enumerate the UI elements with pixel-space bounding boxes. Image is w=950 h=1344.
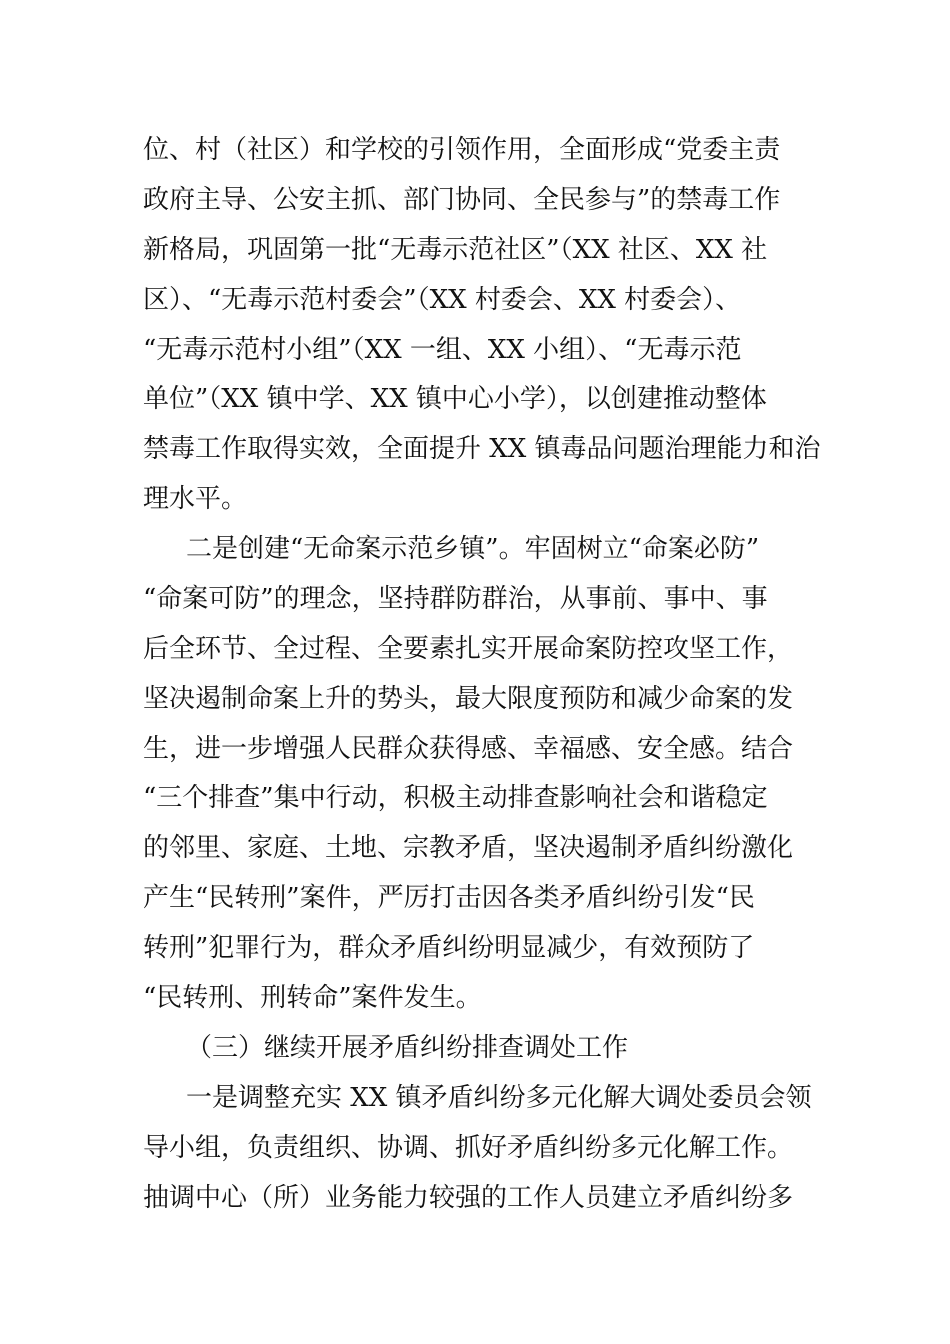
paragraph-line: 禁毒工作取得实效，全面提升 XX 镇毒品问题治理能力和治	[143, 434, 821, 464]
paragraph-line: 新格局，巩固第一批“无毒示范社区”（XX 社区、XX 社	[143, 235, 768, 265]
paragraph-line: 单位”（XX 镇中学、XX 镇中心小学），以创建推动整体	[143, 384, 767, 414]
paragraph-first-line: 一是调整充实 XX 镇矛盾纠纷多元化解大调处委员会领	[186, 1083, 812, 1113]
paragraph-line: “命案可防”的理念，坚持群防群治，从事前、事中、事	[143, 584, 768, 614]
paragraph-line: 政府主导、公安主抓、部门协同、全民参与”的禁毒工作	[143, 185, 781, 215]
paragraph-line: 抽调中心（所）业务能力较强的工作人员建立矛盾纠纷多	[143, 1183, 794, 1213]
paragraph-line: “民转刑、刑转命”案件发生。	[143, 983, 482, 1013]
paragraph-line: 导小组，负责组织、协调、抓好矛盾纠纷多元化解工作。	[143, 1133, 794, 1163]
paragraph-line: 产生“民转刑”案件，严厉打击因各类矛盾纠纷引发“民	[143, 883, 755, 913]
paragraph-line: 转刑”犯罪行为，群众矛盾纠纷明显减少，有效预防了	[143, 933, 755, 963]
paragraph-first-line: 二是创建“无命案示范乡镇”。牢固树立“命案必防”	[186, 534, 760, 564]
paragraph-line: 生，进一步增强人民群众获得感、幸福感、安全感。结合	[143, 734, 794, 764]
section-heading: （三）继续开展矛盾纠纷排查调处工作	[186, 1033, 629, 1063]
paragraph-line: 后全环节、全过程、全要素扎实开展命案防控攻坚工作，	[143, 634, 794, 664]
paragraph-line: 的邻里、家庭、土地、宗教矛盾，坚决遏制矛盾纠纷激化	[143, 833, 794, 863]
paragraph-line: 坚决遏制命案上升的势头，最大限度预防和减少命案的发	[143, 684, 794, 714]
paragraph-line: 区）、“无毒示范村委会”（XX 村委会、XX 村委会）、	[143, 285, 742, 315]
paragraph-line: 理水平。	[143, 484, 248, 514]
paragraph-line: 位、村（社区）和学校的引领作用，全面形成“党委主责	[143, 135, 781, 165]
paragraph-line: “三个排查”集中行动，积极主动排查影响社会和谐稳定	[143, 783, 768, 813]
paragraph-line: “无毒示范村小组”（XX 一组、XX 小组）、“无毒示范	[143, 335, 742, 365]
